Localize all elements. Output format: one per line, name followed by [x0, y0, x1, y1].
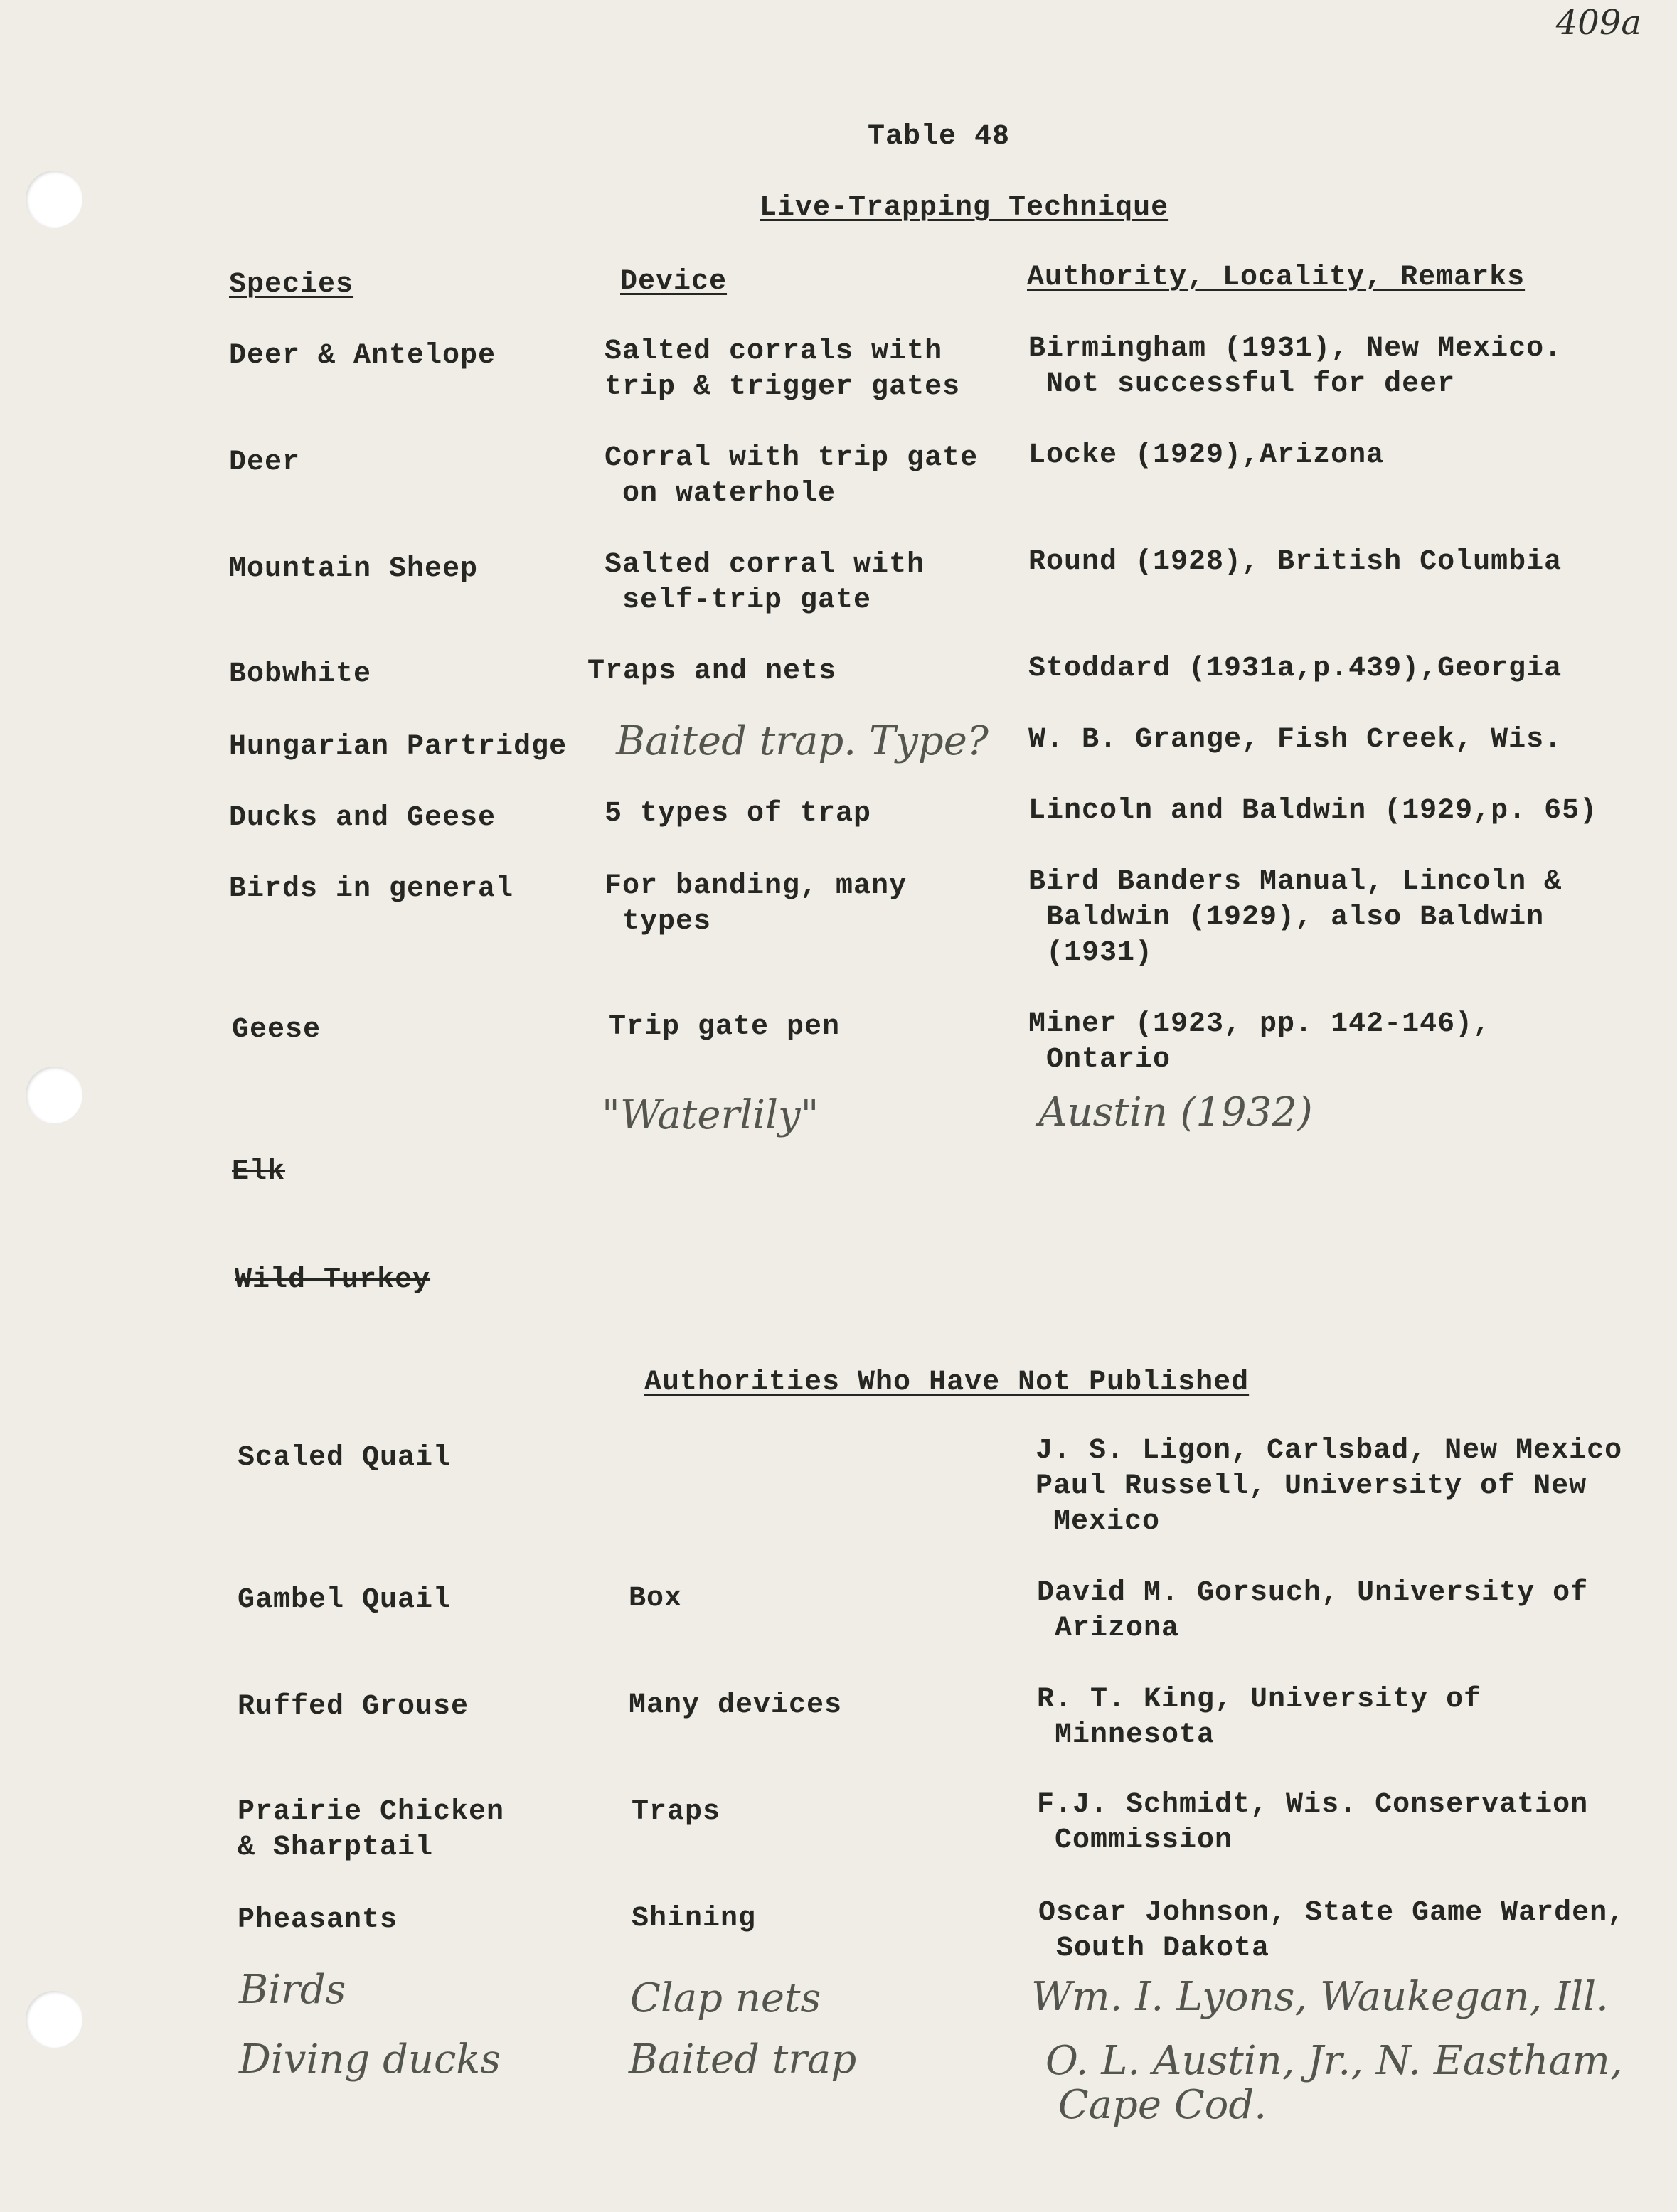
- section2-title: Authorities Who Have Not Published: [644, 1367, 1250, 1399]
- row-species: Birds in general: [229, 873, 514, 905]
- row2-authority: David M. Gorsuch, University of Arizona: [1037, 1577, 1589, 1645]
- row2-species: Scaled Quail: [238, 1442, 452, 1474]
- binder-hole-middle: [26, 1067, 82, 1123]
- row2-species: Prairie Chicken & Sharptail: [238, 1796, 505, 1864]
- row-device: Salted corrals with trip & trigger gates: [605, 336, 961, 403]
- row-device: Trip gate pen: [609, 1011, 841, 1043]
- header-device: Device: [620, 266, 728, 298]
- row2-authority: F.J. Schmidt, Wis. Conservation Commission: [1037, 1789, 1589, 1856]
- handwritten-device: Clap nets: [630, 1975, 821, 2021]
- table-title: Live-Trapping Technique: [760, 192, 1169, 224]
- row2-authority: R. T. King, University of Minnesota: [1037, 1684, 1482, 1751]
- row-authority: Stoddard (1931a,p.439),Georgia: [1028, 653, 1562, 685]
- row2-authority: Oscar Johnson, State Game Warden, South Dakota: [1038, 1897, 1626, 1965]
- row-device-handwritten: Baited trap. Type?: [616, 718, 989, 764]
- handwritten-authority: Austin (1932): [1038, 1089, 1313, 1136]
- handwritten-authority: O. L. Austin, Jr., N. Eastham, Cape Cod.: [1045, 2038, 1623, 2128]
- row-species: Deer: [229, 447, 301, 479]
- row2-species: Ruffed Grouse: [238, 1691, 469, 1723]
- row-authority: Bird Banders Manual, Lincoln & Baldwin (1929), also Baldwin (1931): [1028, 866, 1562, 969]
- row-device: 5 types of trap: [605, 798, 872, 830]
- row-device: Traps and nets: [587, 656, 837, 688]
- row2-device: Box: [629, 1583, 683, 1615]
- row-authority: Locke (1929),Arizona: [1028, 439, 1385, 471]
- row-species: Bobwhite: [229, 658, 372, 690]
- row-device: Salted corral with self-trip gate: [605, 549, 925, 616]
- row-authority: W. B. Grange, Fish Creek, Wis.: [1028, 724, 1562, 756]
- binder-hole-top: [26, 171, 82, 228]
- binder-hole-bottom: [26, 1991, 82, 2048]
- row-authority: Miner (1923, pp. 142-146), Ontario: [1028, 1008, 1491, 1076]
- row-authority: Birmingham (1931), New Mexico. Not successful for deer: [1028, 333, 1562, 400]
- table-number: Table 48: [868, 121, 1011, 153]
- row2-authority: J. S. Ligon, Carlsbad, New Mexico Paul Russell, University of New Mexico: [1036, 1435, 1623, 1538]
- handwritten-species: Diving ducks: [239, 2036, 501, 2083]
- row-species: Ducks and Geese: [229, 802, 496, 834]
- header-authority: Authority, Locality, Remarks: [1027, 262, 1526, 294]
- struck-item-elk: Elk: [232, 1156, 286, 1188]
- handwritten-species: Birds: [239, 1967, 346, 2013]
- row-species: Mountain Sheep: [229, 553, 479, 585]
- row-species: Hungarian Partridge: [229, 731, 568, 763]
- row2-device: Traps: [632, 1796, 721, 1828]
- row-device: For banding, many types: [605, 870, 907, 938]
- handwritten-device: Baited trap: [629, 2036, 857, 2083]
- row-species: Deer & Antelope: [229, 340, 496, 372]
- handwritten-authority: Wm. I. Lyons, Waukegan, Ill.: [1031, 1974, 1609, 2020]
- header-species: Species: [229, 269, 354, 301]
- row2-species: Gambel Quail: [238, 1584, 452, 1616]
- row2-device: Shining: [632, 1903, 757, 1935]
- struck-item-wild-turkey: Wild Turkey: [235, 1264, 431, 1296]
- page-number: 409a: [1555, 3, 1641, 43]
- row2-device: Many devices: [629, 1689, 843, 1721]
- row2-species: Pheasants: [238, 1904, 398, 1936]
- row-species: Geese: [232, 1014, 321, 1046]
- row-device: Corral with trip gate on waterhole: [605, 442, 979, 510]
- row-authority: Lincoln and Baldwin (1929,p. 65): [1028, 795, 1598, 827]
- row-authority: Round (1928), British Columbia: [1028, 546, 1562, 578]
- handwritten-device: "Waterlily": [602, 1092, 819, 1138]
